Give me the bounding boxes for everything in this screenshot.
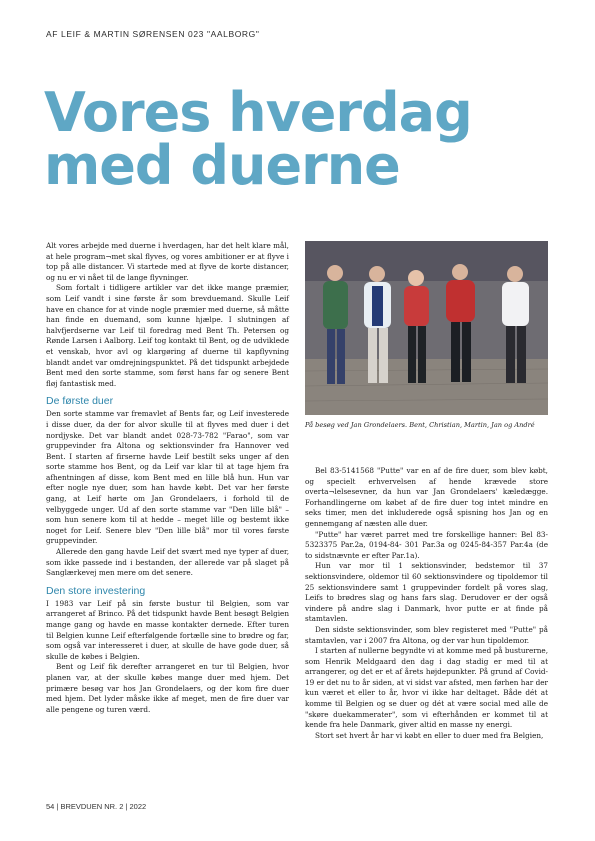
- body-paragraph: Den sidste sektionsvinder, som blev registeret med "Putte" på stamtavlen, var i 2007 fra Altona, og der var hun tipoldemor.: [305, 624, 548, 645]
- group-photo: [305, 241, 548, 415]
- body-paragraph: Den sorte stamme var fremavlet af Bents far, og Leif investerede i disse duer, da der for alvor skulle til at flyves med duer i det nordjyske. Det var blandt andet 028-73-782 "Farao", som var gruppevinder fra Altona og sektionsvinder fra Hannover ved Bent. I starten af firserne havde Leif bestilt seks unger af den sorte stamme hos Bent, og da Leif var klar til at tage hjem fra afhentningen af disse, kom Bent med en lille blå hun. Hun var efter nogle nye duer, som han havde købt. Det var her første gang, at Leif hørte om Jan Grondelaers, i forhold til de velbyggede unger. Ud af den sorte stamme var "Den lille blå" – som hun senere kom til at hedde – meget lille og bestemt ikke noget for Leif. Senere blev "Den lille blå" mor til vores første gruppevinder.: [46, 409, 289, 546]
- body-paragraph: Bel 83-5141568 "Putte" var en af de fire duer, som blev købt, og specielt erhvervelsen af hende krævede store overta¬lelsesevner, da hun var Jan Grondelaers' kæledægge. Forhandlingerne om købet af de fire duer tog intet mindre en seks timer, men det inkluderede også spisning hos Jan og en gennemgang af næsten alle duer.: [305, 466, 548, 528]
- body-paragraph: Som fortalt i tidligere artikler var det ikke mange præmier, som Leif vandt i sine første år som brevduemand. Skulle Leif have en chance for at vinde nogle præmier med duerne, så måtte han finde en duemand, som kunne hjælpe. I slutningen af halvfjerdserne var Leif til foredrag med Bent Th. Petersen og Rønde Larsen i Aalborg. Leif tog kontakt til Bent, og de udviklede et venskab, hvor avl og klargøring af duerne til kapflyvning blandt andet var omdrejningspunktet. På det tidspunkt arbejdede Bent med den sorte stamme, som først hans far og senere Bent fløj fantastisk med.: [46, 283, 289, 388]
- subheading-big-investment: Den store investering: [46, 584, 146, 597]
- body-paragraph: I starten af nullerne begyndte vi at komme med på busturerne, som Henrik Meldgaard den dag i dag stadig er med til at arrangerer, og det er et af årets højdepunkter. På grund af Covid-19 er det nu to år siden, at vi sidst var afsted, men førhen har der kun været et eller to år, hvor vi ikke har deltaget. Både dét at komme til Belgien og se duer og dét at være social med alle de "skøre duekammerater", som vi efterhånden er kommet til at kende fra hele Danmark, giver altid en masse ny energi.: [305, 646, 548, 730]
- photo-caption: På besøg ved Jan Grondelaers. Bent, Christian, Martin, Jan og André: [305, 421, 535, 429]
- body-paragraph: Allerede den gang havde Leif det svært med nye typer af duer, som ikke passede ind i bestanden, der allerede var på slaget på Sanglærkevej men mere om det senere.: [46, 547, 289, 578]
- body-paragraph: Bent og Leif fik derefter arrangeret en tur til Belgien, hvor planen var, at der skulle købes mange duer med hjem. Det primære besøg var hos Jan Grondelaers, og der kom fire duer med hjem. Det lyder måske ikke af meget, men de fire duer var alle pengene og turen værd.: [46, 662, 289, 714]
- body-paragraph: "Putte" har været parret med tre forskellige hanner: Bel 83-5323375 Par.2a, 0194-84- 301 Par.3a og 0245-84-357 Par.4a (de to sidstnævnte er efter Par.1a).: [305, 529, 548, 560]
- title-line-2: med duerne: [44, 134, 400, 197]
- intro-paragraph: Alt vores arbejde med duerne i hverdagen, har det helt klare mål, at hele program¬met skal flyves, og vores ambitioner er at flyve i top på alle distancer. Vi startede med at flyve de korte distancer, og nu er vi nået til de lange flyvninger.: [46, 241, 289, 282]
- group-photo-illustration: [305, 241, 548, 415]
- left-column: [46, 241, 289, 715]
- body-paragraph: I 1983 var Leif på sin første bustur til Belgien, som var arrangeret af Brinco. På det tidspunkt havde Bent besøgt Belgien mange gang og havde en masse kontakter dernede. Efter turen til Belgien kunne Leif efterfølgende fortælle sine to brødre og far, som også var interesseret i duer, at skulle de have gode duer, så skulle de købes i Belgien.: [46, 598, 289, 661]
- body-paragraph: Hun var mor til 1 sektionsvinder, bedstemor til 37 sektionsvindere, oldemor til 60 sektionsvindere og tipoldemor til 25 sektionsvindere samt 1 gruppevinder fordelt på vores slag, Leifs to brødres slag og hans fars slag. Derudover er der også vindere på andre slag i Danmark, hvor putte er at finde på stamtavlen.: [305, 561, 548, 624]
- right-column: [305, 466, 548, 741]
- page-footer: 54 | BREVDUEN NR. 2 | 2022: [46, 802, 147, 811]
- title-line-1: Vores hverdag: [44, 81, 472, 144]
- article-title: [44, 81, 472, 197]
- subheading-first-pigeons: De første duer: [46, 395, 114, 408]
- article-kicker: AF LEIF & MARTIN SØRENSEN 023 "AALBORG": [46, 29, 260, 39]
- body-paragraph: Stort set hvert år har vi købt en eller to duer med fra Belgien,: [315, 730, 544, 740]
